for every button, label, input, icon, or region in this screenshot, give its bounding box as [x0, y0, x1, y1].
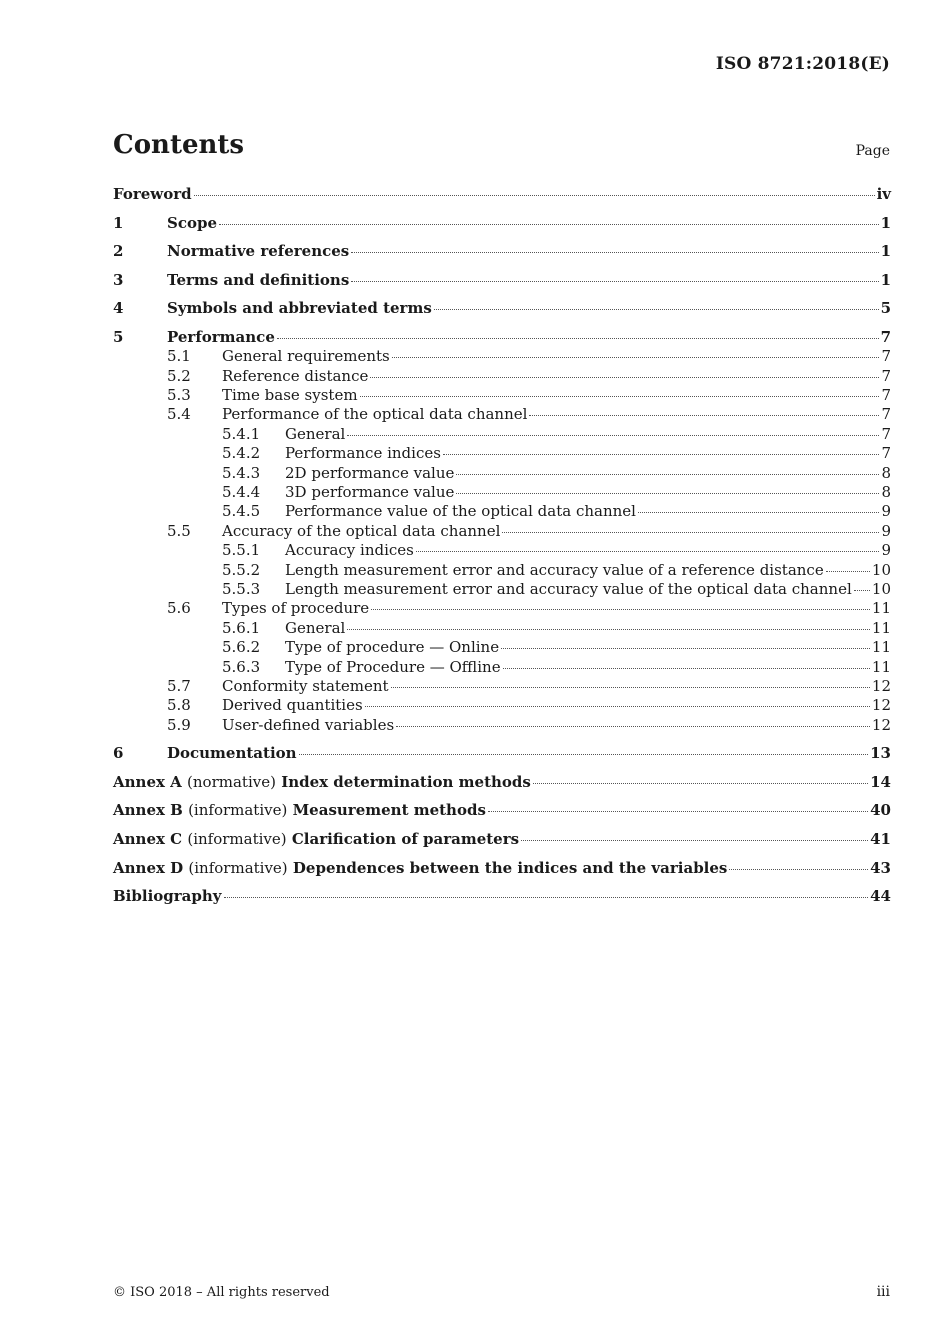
dot-leader [391, 687, 870, 688]
toc-entry-text: Accuracy indices [285, 541, 414, 560]
toc-entry-page: 11 [871, 657, 891, 676]
dot-leader [638, 512, 880, 513]
dot-leader [351, 252, 878, 253]
toc-entry-line [113, 185, 891, 204]
toc-entry-title [222, 522, 500, 541]
toc-entry-text: General [285, 424, 346, 443]
toc-entry-line [285, 444, 891, 463]
toc-entry-number: 5.6.1 [222, 618, 261, 637]
toc-entry-title [113, 801, 486, 820]
annex-label: Annex B [113, 801, 183, 820]
toc-entry-page: 40 [870, 801, 891, 820]
toc-entry-page: 12 [871, 676, 891, 695]
toc-entry-number: 1 [113, 213, 124, 232]
toc-entry-number: 4 [113, 299, 124, 318]
toc-entry-text: 2D performance value [285, 463, 455, 482]
toc-entry-page: 10 [871, 579, 891, 598]
toc-entry[interactable] [113, 483, 891, 502]
toc-entry-text: Performance [167, 327, 275, 346]
toc-entry-title [113, 830, 519, 849]
toc-entry[interactable] [113, 271, 891, 290]
toc-entry-text: Terms and definitions [167, 270, 350, 289]
toc-entry-line [285, 541, 891, 560]
dot-leader [502, 532, 879, 533]
toc-entry-text: Documentation [167, 744, 297, 763]
toc-entry-page: 8 [881, 483, 891, 502]
dot-leader [360, 396, 880, 397]
toc-entry-page: 1 [880, 270, 891, 289]
dot-leader [456, 474, 879, 475]
toc-entry-line [222, 677, 891, 696]
toc-entry-line [285, 561, 891, 580]
dot-leader [854, 590, 870, 591]
toc-entry[interactable] [113, 859, 891, 878]
toc-entry-text: Accuracy of the optical data channel [222, 521, 501, 540]
toc-entry-page: 8 [881, 463, 891, 482]
dot-leader [392, 357, 880, 358]
toc-entry-page: 43 [870, 858, 891, 877]
toc-entry-line [222, 599, 891, 618]
dot-leader [224, 897, 869, 898]
toc-entry-title [285, 619, 345, 638]
toc-entry-title [285, 541, 414, 560]
toc-entry-text: Derived quantities [222, 696, 363, 715]
dot-leader [416, 551, 880, 552]
toc-entry-line [113, 801, 891, 820]
toc-entry-line [167, 242, 891, 261]
annex-label: Annex D [113, 858, 184, 877]
toc-entry-page: 7 [880, 327, 891, 346]
toc-entry-title [167, 744, 297, 763]
toc-entry-page: 14 [870, 772, 891, 791]
toc-entry-line [285, 464, 891, 483]
toc-entry-page: 7 [881, 366, 891, 385]
toc-entry-page: 7 [881, 386, 891, 405]
toc-entry-line [285, 619, 891, 638]
toc-entry-number: 5.4 [167, 405, 191, 424]
document-identifier: ISO 8721:2018(E) [715, 54, 890, 74]
toc-entry[interactable] [113, 801, 891, 820]
toc-entry-title [113, 859, 727, 878]
toc-entry-number: 5.1 [167, 347, 191, 366]
dot-leader [351, 281, 878, 282]
dot-leader [370, 377, 879, 378]
annex-title: Dependences between the indices and the variables [292, 858, 728, 877]
toc-entry-text: Symbols and abbreviated terms [167, 299, 432, 318]
toc-entry-title [222, 347, 390, 366]
toc-entry-number: 5.6.2 [222, 638, 261, 657]
toc-entry-text: Conformity statement [222, 676, 389, 695]
toc-entry-number: 5.5.2 [222, 560, 261, 579]
toc-entry-text: Reference distance [222, 366, 369, 385]
page-number: iii [876, 1284, 890, 1300]
toc-entry-line [285, 638, 891, 657]
annex-title: Index determination methods [281, 772, 531, 791]
toc-entry-title [285, 638, 499, 657]
toc-entry-page: 11 [871, 618, 891, 637]
toc-entry-title [222, 386, 358, 405]
toc-entry[interactable] [113, 444, 891, 463]
toc-entry-line [222, 716, 891, 735]
toc-entry[interactable] [113, 242, 891, 261]
toc-entry[interactable] [113, 367, 891, 386]
toc-entry-page: 1 [880, 213, 891, 232]
toc-entry[interactable] [113, 619, 891, 638]
toc-entry-title [222, 367, 368, 386]
toc-entry[interactable] [113, 887, 891, 906]
toc-entry-page: 13 [870, 744, 891, 763]
dot-leader [434, 309, 879, 310]
toc-entry-number: 5.5.1 [222, 541, 261, 560]
toc-entry-line [167, 328, 891, 347]
toc-entry-text: Foreword [113, 185, 192, 203]
toc-entry-line [285, 580, 891, 599]
table-of-contents [113, 185, 891, 907]
toc-entry-line [113, 859, 891, 878]
dot-leader [219, 224, 879, 225]
dot-leader [299, 754, 869, 755]
toc-entry-number: 5.2 [167, 366, 191, 385]
toc-entry[interactable] [113, 658, 891, 677]
toc-entry-line [222, 405, 891, 424]
toc-entry-text: Type of procedure — Online [285, 638, 500, 657]
toc-entry-line [285, 502, 891, 521]
toc-entry-number: 3 [113, 270, 124, 289]
toc-entry-line [222, 367, 891, 386]
dot-leader [529, 415, 879, 416]
toc-entry-line [167, 299, 891, 318]
toc-entry[interactable] [113, 464, 891, 483]
annex-qualifier: (informative) [188, 801, 288, 820]
dot-leader [277, 338, 879, 339]
toc-entry-page: 7 [881, 405, 891, 424]
toc-entry-title [285, 502, 636, 521]
toc-entry-text: Normative references [167, 242, 350, 261]
dot-leader [533, 783, 868, 784]
toc-entry[interactable] [113, 328, 891, 347]
toc-entry-page: 11 [871, 599, 891, 618]
annex-qualifier: (informative) [187, 830, 287, 849]
toc-entry-number: 5.8 [167, 696, 191, 715]
toc-entry-line [167, 744, 891, 763]
dot-leader [488, 811, 868, 812]
toc-entry-title [222, 716, 394, 735]
toc-entry-title [285, 580, 852, 599]
toc-entry-text: Bibliography [113, 887, 222, 906]
toc-entry-number: 6 [113, 744, 124, 763]
toc-entry-line [113, 887, 891, 906]
toc-entry-line [222, 522, 891, 541]
toc-entry-title [285, 425, 345, 444]
toc-entry-page: 5 [880, 299, 891, 318]
toc-entry-text: General [285, 618, 346, 637]
toc-entry[interactable] [113, 347, 891, 366]
dot-leader [347, 629, 870, 630]
toc-entry-text: Performance indices [285, 444, 441, 463]
toc-entry-text: Length measurement error and accuracy value of the optical data channel [285, 579, 852, 598]
toc-entry[interactable] [113, 185, 891, 204]
toc-entry-line [285, 658, 891, 677]
toc-entry-page: 12 [871, 715, 891, 734]
toc-entry[interactable] [113, 580, 891, 599]
toc-entry[interactable] [113, 830, 891, 849]
toc-entry-title [285, 658, 501, 677]
toc-entry-line [167, 214, 891, 233]
toc-entry-page: 1 [880, 242, 891, 261]
toc-entry-text: Type of Procedure — Offline [285, 657, 501, 676]
dot-leader [396, 726, 870, 727]
toc-entry-number: 5 [113, 327, 124, 346]
toc-entry-number: 5.5 [167, 521, 191, 540]
toc-entry-title [222, 696, 363, 715]
toc-entry[interactable] [113, 744, 891, 763]
toc-entry-line [285, 425, 891, 444]
toc-entry-page: 11 [871, 638, 891, 657]
toc-entry[interactable] [113, 696, 891, 715]
toc-entry-title [167, 299, 432, 318]
annex-title: Measurement methods [292, 801, 486, 820]
toc-entry[interactable] [113, 299, 891, 318]
toc-entry-number: 5.9 [167, 715, 191, 734]
annex-label: Annex C [113, 830, 183, 849]
toc-entry-page: 9 [881, 541, 891, 560]
toc-entry[interactable] [113, 716, 891, 735]
toc-entry[interactable] [113, 214, 891, 233]
toc-entry-line [222, 386, 891, 405]
dot-leader [501, 648, 870, 649]
toc-entry-text: Performance value of the optical data channel [285, 502, 636, 521]
toc-entry-number: 5.3 [167, 386, 191, 405]
dot-leader [729, 869, 868, 870]
dot-leader [365, 706, 870, 707]
toc-entry-page: 10 [871, 560, 891, 579]
toc-entry-number: 5.6.3 [222, 657, 261, 676]
toc-entry-page: 7 [881, 424, 891, 443]
toc-entry-line [222, 347, 891, 366]
toc-entry[interactable] [113, 502, 891, 521]
toc-entry[interactable] [113, 773, 891, 792]
toc-entry-title [285, 444, 441, 463]
toc-entry-title [285, 483, 454, 502]
dot-leader [194, 195, 875, 196]
toc-entry-number: 5.7 [167, 676, 191, 695]
dot-leader [347, 435, 879, 436]
toc-entry-page: 9 [881, 502, 891, 521]
dot-leader [456, 493, 879, 494]
toc-entry-text: User-defined variables [222, 715, 395, 734]
toc-entry-line [113, 773, 891, 792]
toc-entry-title [167, 242, 349, 261]
dot-leader [503, 668, 870, 669]
toc-entry-number: 5.4.3 [222, 463, 261, 482]
toc-entry-page: 12 [871, 696, 891, 715]
toc-entry[interactable] [113, 561, 891, 580]
toc-entry[interactable] [113, 677, 891, 696]
toc-entry-line [167, 271, 891, 290]
toc-entry[interactable] [113, 638, 891, 657]
dot-leader [443, 454, 880, 455]
dot-leader [521, 840, 868, 841]
toc-entry-number: 5.4.1 [222, 424, 261, 443]
toc-entry-number: 2 [113, 242, 124, 261]
dot-leader [826, 571, 870, 572]
toc-entry-title [167, 328, 275, 347]
annex-label: Annex A [113, 772, 182, 791]
toc-entry-text: 3D performance value [285, 483, 455, 502]
toc-entry[interactable] [113, 522, 891, 541]
toc-entry-page: iv [876, 185, 891, 203]
toc-entry-page: 9 [881, 521, 891, 540]
toc-entry-number: 5.6 [167, 599, 191, 618]
toc-entry-line [222, 696, 891, 715]
toc-entry-text: Performance of the optical data channel [222, 405, 528, 424]
toc-entry-title [113, 773, 531, 792]
toc-entry[interactable] [113, 599, 891, 618]
toc-entry-title [222, 677, 389, 696]
toc-entry-title [285, 561, 824, 580]
toc-entry-title [167, 271, 349, 290]
toc-entry-page: 7 [881, 347, 891, 366]
toc-entry-text: General requirements [222, 347, 390, 366]
toc-entry[interactable] [113, 386, 891, 405]
copyright-notice: © ISO 2018 – All rights reserved [113, 1285, 330, 1300]
annex-qualifier: (normative) [187, 772, 276, 791]
toc-entry-text: Scope [167, 213, 218, 232]
toc-entry[interactable] [113, 425, 891, 444]
toc-entry-page: 44 [870, 887, 891, 906]
toc-entry-number: 5.4.5 [222, 502, 261, 521]
annex-title: Clarification of parameters [291, 830, 520, 849]
toc-entry-page: 41 [870, 830, 891, 849]
toc-entry-title [285, 464, 454, 483]
toc-entry-line [285, 483, 891, 502]
toc-entry-title [167, 214, 217, 233]
toc-entry-page: 7 [881, 444, 891, 463]
toc-entry[interactable] [113, 541, 891, 560]
toc-entry-text: Length measurement error and accuracy value of a reference distance [285, 560, 824, 579]
toc-entry-title [222, 405, 527, 424]
dot-leader [371, 609, 870, 610]
page-column-label: Page [855, 143, 890, 159]
toc-entry-text: Types of procedure [222, 599, 370, 618]
toc-entry-title [113, 887, 222, 906]
annex-qualifier: (informative) [188, 858, 288, 877]
toc-entry[interactable] [113, 405, 891, 424]
toc-entry-text: Time base system [222, 386, 358, 405]
contents-heading: Contents [113, 130, 245, 160]
toc-entry-title [222, 599, 369, 618]
toc-entry-number: 5.4.2 [222, 444, 261, 463]
toc-entry-number: 5.4.4 [222, 483, 261, 502]
toc-entry-title [113, 185, 192, 204]
toc-entry-number: 5.5.3 [222, 579, 261, 598]
toc-entry-line [113, 830, 891, 849]
